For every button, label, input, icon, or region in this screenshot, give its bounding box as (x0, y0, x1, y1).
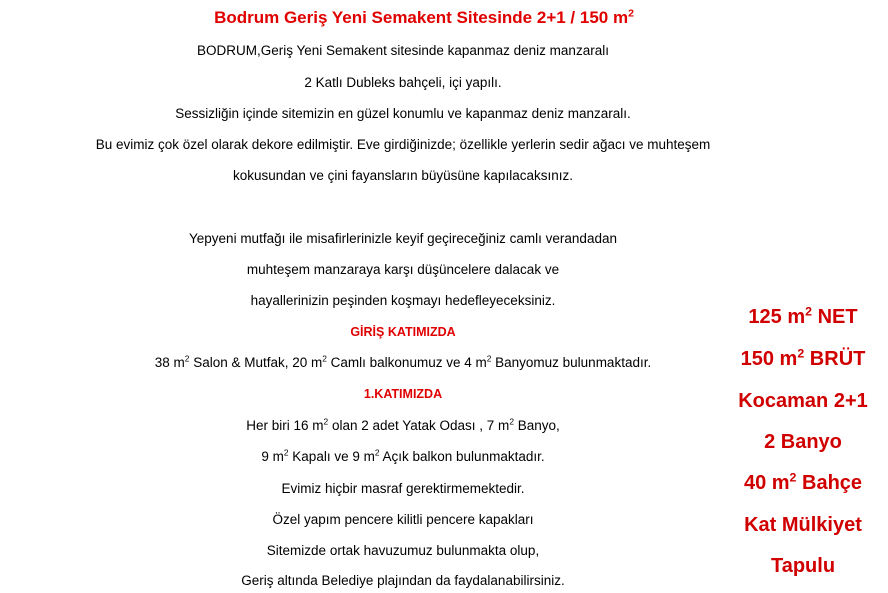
detail-text: Kapalı ve 9 m (288, 449, 375, 464)
feature-rooms: Kocaman 2+1 (738, 390, 868, 412)
feature-text: BRÜT (804, 348, 866, 370)
superscript: 2 (509, 416, 514, 427)
superscript: 2 (789, 470, 797, 485)
feature-deed: Tapulu (770, 555, 836, 577)
description-line-7: muhteşem manzaraya karşı düşüncelere dalacak ve (246, 262, 560, 277)
superscript: 2 (374, 447, 380, 458)
superscript: 2 (486, 353, 492, 364)
description-line-5: kokusundan ve çini fayansların büyüsüne kapılacaksınız. (233, 168, 573, 183)
superscript: 2 (184, 353, 190, 364)
superscript: 2 (797, 346, 805, 361)
title-superscript: 2 (628, 7, 634, 20)
description-line-3: Sessizliğin içinde sitemizin en güzel konumlu ve kapanmaz deniz manzaralı. (175, 106, 631, 121)
closing-line-4: Geriş altında Belediye plajından da faydalanabilirsiniz. (241, 573, 565, 588)
feature-baths: 2 Banyo (764, 431, 842, 453)
detail-text: 38 m (154, 355, 185, 370)
feature-net-area (718, 306, 888, 329)
feature-text: 125 m (748, 306, 806, 328)
feature-garden (718, 472, 888, 495)
description-line-8: hayallerinizin peşinden koşmayı hedefleyeceksiniz. (250, 293, 556, 308)
ground-floor-heading: GİRİŞ KATIMIZDA (350, 325, 456, 339)
detail-text: Banyo, (513, 418, 560, 433)
description-line-6: Yepyeni mutfağı ile misafirlerinizle keyif geçireceğiniz camlı verandadan (189, 231, 617, 246)
feature-text: 150 m (740, 348, 798, 370)
superscript: 2 (322, 353, 327, 364)
feature-ownership: Kat Mülkiyet (744, 514, 862, 536)
description-line-4: Bu evimiz çok özel olarak dekore edilmiştir. Eve girdiğinizde; özellikle yerlerin sedir ağacı ve muhteşem (95, 137, 711, 152)
feature-gross-area (718, 348, 888, 371)
detail-text: Camlı balkonumuz ve 4 m (326, 355, 487, 370)
detail-text: 9 m (261, 449, 284, 464)
detail-text: Açık balkon bulunmaktadır. (379, 449, 545, 464)
closing-line-2: Özel yapım pencere kilitli pencere kapakları (272, 512, 534, 527)
closing-line-1: Evimiz hiçbir masraf gerektirmemektedir. (281, 481, 525, 496)
feature-text: 40 m (743, 472, 790, 494)
detail-text: Her biri 16 m (246, 418, 324, 433)
superscript: 2 (805, 304, 813, 319)
first-floor-detail-2 (0, 449, 806, 464)
title-text: Bodrum Geriş Yeni Semakent Sitesinde 2+1 / 150 m (214, 8, 629, 27)
description-line-2: 2 Katlı Dubleks bahçeli, içi yapılı. (304, 75, 502, 90)
detail-text: olan 2 adet Yatak Odası , 7 m (328, 418, 510, 433)
detail-text: Banyomuz bulunmaktadır. (491, 355, 652, 370)
first-floor-detail-1 (0, 418, 806, 433)
description-line-1: BODRUM,Geriş Yeni Semakent sitesinde kapanmaz deniz manzaralı (197, 43, 609, 58)
first-floor-heading: 1.KATIMIZDA (363, 387, 443, 401)
closing-line-3: Sitemizde ortak havuzumuz bulunmakta olup, (266, 543, 540, 558)
superscript: 2 (323, 416, 329, 427)
feature-text: NET (812, 306, 858, 328)
detail-text: Salon & Mutfak, 20 m (189, 355, 323, 370)
feature-text: Bahçe (796, 472, 863, 494)
superscript: 2 (283, 447, 289, 458)
page-title (0, 8, 848, 28)
ground-floor-detail (0, 355, 806, 370)
